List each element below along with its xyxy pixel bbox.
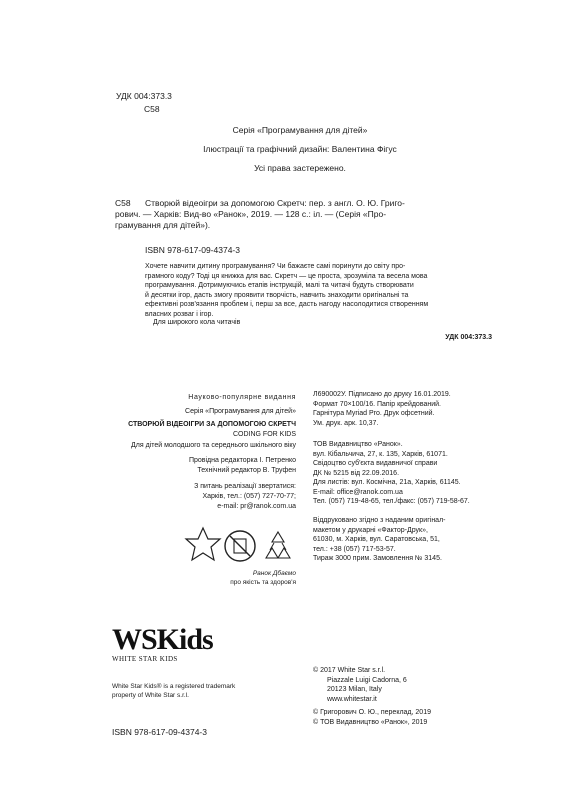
copyright-line: 20123 Milan, Italy [327,686,382,693]
editor-line: Провідна редакторка І. Петренко [188,457,296,464]
abstract-line: програмування. Дотримуючись етапів інструкцій, малі та читачі будуть створювати [145,282,414,289]
rights-line: Усі права застережено. [254,163,346,173]
copyright-line: Piazzale Luigi Cadorna, 6 [327,676,407,684]
badge-caption-2: про якість та здоров'я [230,579,296,586]
publisher-line: E-mail: office@ranok.com.ua [313,488,403,496]
printer-line: 61030, м. Харків, вул. Саратовська, 51, [313,536,440,543]
citation-line: грамування для дітей»). [115,220,211,230]
sales-header: З питань реалізації звертатися: [194,483,296,490]
sales-line: Харків, тел.: (057) 727-70-77; [202,493,296,500]
sales-info [100,492,296,511]
star-badge-icon [183,526,223,566]
copyright-line: © ТОВ Видавництво «Ранок», 2019 [313,718,428,726]
printer-line: Тираж 3000 прим. Замовлення № 3145. [313,555,442,562]
logo-mark: WSKids [112,623,213,656]
abstract-line: грамного коду? Тоді ця книжка для вас. Скретч — це проста, зрозуміла та весела мова [145,272,428,280]
printer-line: макетом у друкарні «Фактор-Друк», [313,526,428,534]
citation-line: рович. — Харків: Вид-во «Ранок», 2019. — 128 с.: іл. — (Серія «Про- [115,209,387,219]
trademark-notice [112,683,312,700]
print-line: Гарнітура Myriad Pro. Друк офсетний. [313,410,435,417]
left-series: Серія «Програмування для дітей» [185,408,296,415]
no-plastic-icon [222,528,258,564]
publisher-line: Свідоцтво суб'єкта видавничої справи [313,460,438,467]
recycle-icon [260,528,296,564]
abstract-line: Хочете навчити дитину програмування? Чи бажаєте самі поринути до світу про- [145,263,406,270]
illustrations-line: Ілюстрації та графічний дизайн: Валентина Фігус [203,144,397,154]
copyright-line: www.whitestar.it [327,695,377,703]
print-info [313,390,513,428]
citation-isbn: ISBN 978-617-09-4374-3 [145,245,240,255]
audience-line: Для широкого кола читачів [153,319,241,326]
publisher-line: Для листів: вул. Космічна, 21а, Харків, 61145. [313,479,461,486]
copyright-line: © 2017 White Star s.r.l. [313,667,386,674]
trademark-line: property of White Star s.r.l. [112,691,189,699]
citation-line: Створюй відеоігри за допомогою Скретч: пер. з англ. О. Ю. Григо- [145,198,405,208]
abstract-line: й десятки ігор, дасть змогу проявити творчість, навчить знаходити оригінальні та [145,291,409,299]
for-whom: Для дітей молодшого та середнього шкільного віку [131,442,296,449]
publisher-logo [112,625,212,673]
tech-editor-line: Технічний редактор В. Труфен [197,467,296,474]
book-title: СТВОРЮЙ ВІДЕОІГРИ ЗА ДОПОМОГОЮ СКРЕТЧ [128,421,296,428]
print-line: Формат 70×100/16. Папір крейдований. [313,400,441,408]
publisher-info [313,440,543,507]
abstract [145,262,495,319]
abstract-line: власних розваг і ігор. [145,310,214,318]
publisher-line: вул. Кібальчича, 27, к. 135, Харків, 61071. [313,450,448,458]
udc-right: УДК 004:373.3 [445,334,492,341]
udc-code: УДК 004:373.3 [116,91,172,101]
sales-line: e-mail: pr@ranok.com.ua [217,502,296,510]
citation-code: С58 [115,198,131,208]
print-line: Л690002У. Підписано до друку 16.01.2019. [313,391,451,398]
printer-line: Віддруковано згідно з наданим оригінал- [313,517,446,524]
printer-line: тел.: +38 (057) 717-53-57. [313,545,396,553]
print-line: Ум. друк. арк. 10,37. [313,419,379,427]
copyright-line: © Григорович О. Ю., переклад, 2019 [313,709,431,716]
badge-caption-1: Ранок Дбаємо [252,570,296,577]
trademark-line: White Star Kids® is a registered trademark [112,683,236,690]
publisher-line: Тел. (057) 719-48-65, тел./факс: (057) 719-58-67. [313,498,470,505]
copyright-block [313,666,513,727]
genre-line: Науково-популярне видання [188,394,296,401]
publisher-line: ТОВ Видавництво «Ранок». [313,441,403,448]
footer-isbn: ISBN 978-617-09-4374-3 [112,727,207,737]
series-line: Серія «Програмування для дітей» [232,125,368,135]
book-subtitle: CODING FOR KIDS [232,431,296,438]
publisher-line: ДК № 5215 від 22.09.2016. [313,469,400,477]
abstract-line: ефективні розв'язання проблем і, перш за все, дасть нагоду насолодитися створенням [145,301,429,308]
printer-info [313,516,533,564]
catalog-code: С58 [144,104,160,114]
logo-subtext: WHITE STAR KIDS [112,655,178,663]
